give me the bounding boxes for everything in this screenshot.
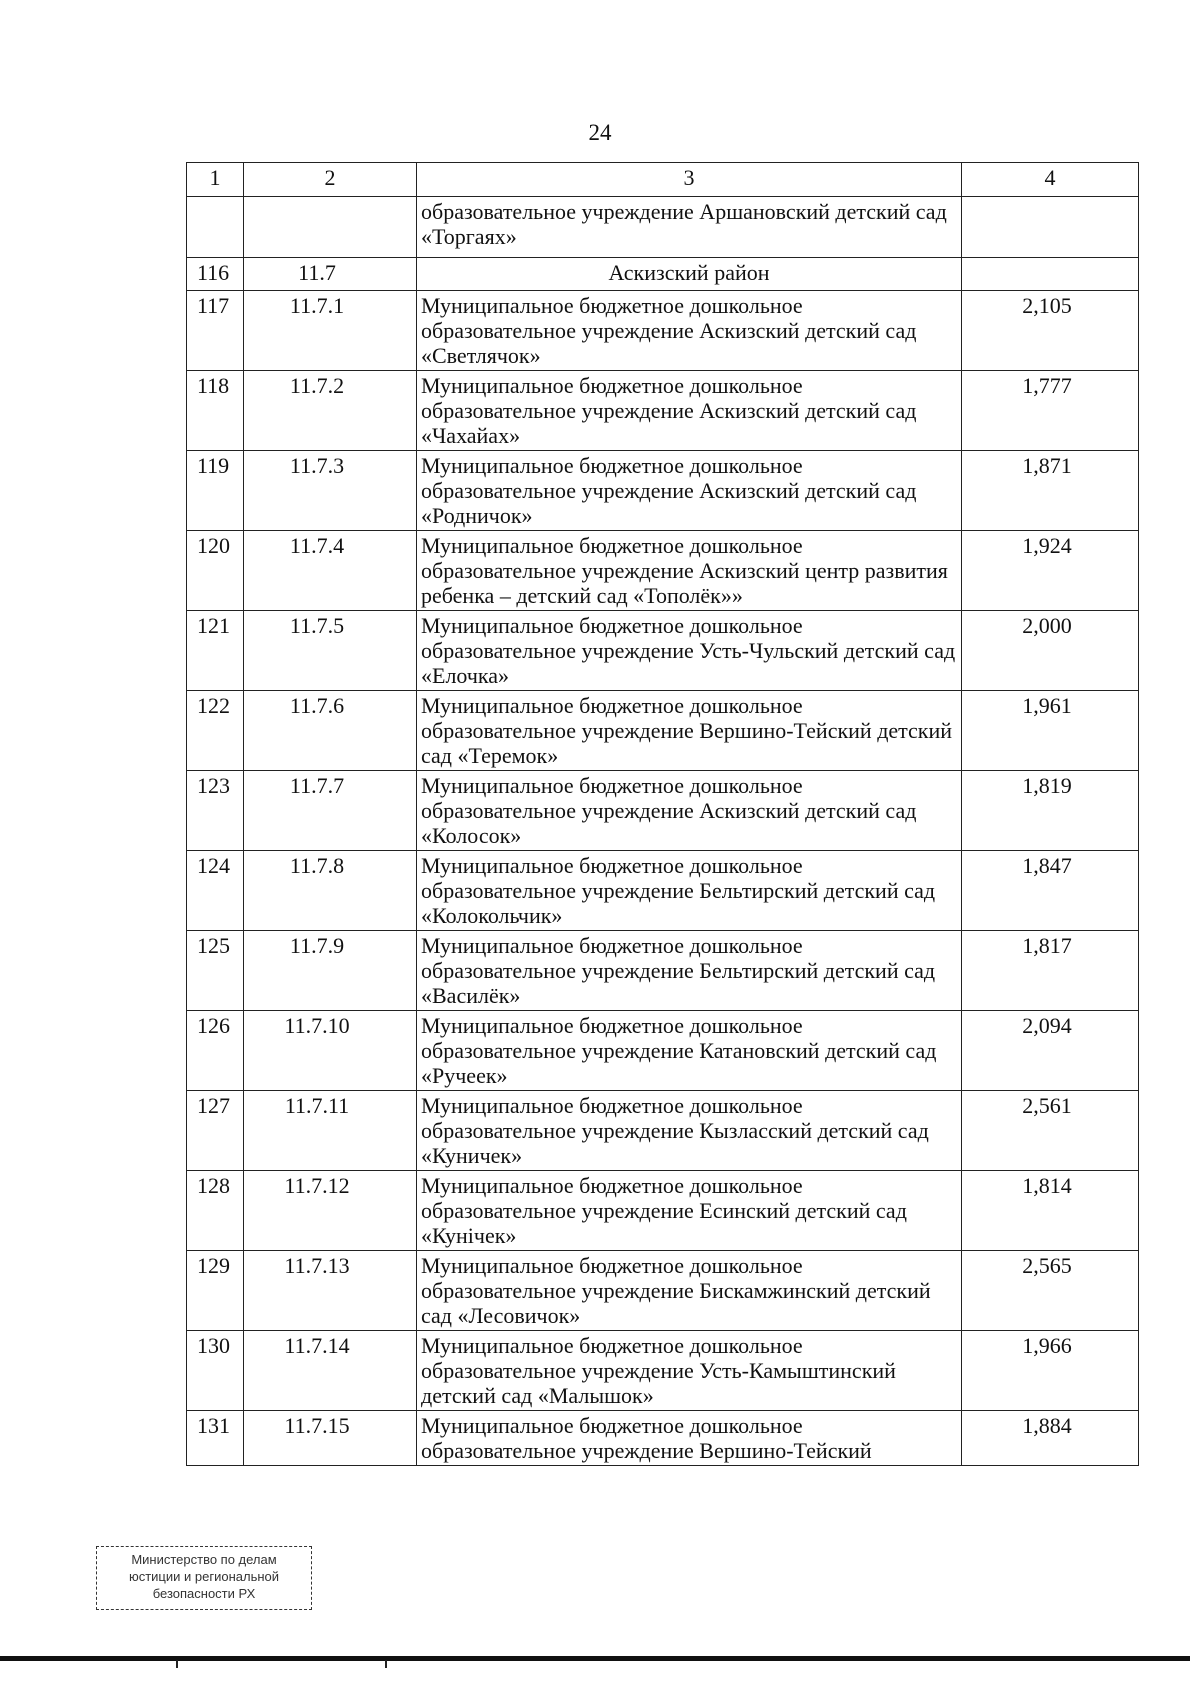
cell-code: 11.7.14 (244, 1331, 417, 1411)
cell-num: 117 (187, 291, 244, 371)
cell-value: 1,924 (962, 531, 1139, 611)
cell-value: 2,561 (962, 1091, 1139, 1171)
cell-num (187, 197, 244, 258)
column-header-3: 3 (417, 163, 962, 197)
cell-code: 11.7.3 (244, 451, 417, 531)
cell-name: Муниципальное бюджетное дошкольное образовательное учреждение Аскизский центр развития ребенка – детский сад «Тополёк»» (417, 531, 962, 611)
cell-name: Муниципальное бюджетное дошкольное образовательное учреждение Усть-Чульский детский сад «Елочка» (417, 611, 962, 691)
table-row (187, 1011, 1139, 1091)
cell-code: 11.7.4 (244, 531, 417, 611)
cell-code: 11.7.7 (244, 771, 417, 851)
cell-num: 120 (187, 531, 244, 611)
registration-stamp (96, 1546, 312, 1610)
cell-code: 11.7.9 (244, 931, 417, 1011)
cell-num: 121 (187, 611, 244, 691)
table-header-row (187, 163, 1139, 197)
cell-value: 1,817 (962, 931, 1139, 1011)
table-row (187, 771, 1139, 851)
cell-code: 11.7.12 (244, 1171, 417, 1251)
cell-code (244, 197, 417, 258)
cell-num: 124 (187, 851, 244, 931)
cell-name: Муниципальное бюджетное дошкольное образовательное учреждение Кызласский детский сад «Куничек» (417, 1091, 962, 1171)
stamp-line: юстиции и региональной (128, 1569, 280, 1584)
scan-mark (385, 1660, 387, 1668)
table-row (187, 1411, 1139, 1466)
cell-value: 1,814 (962, 1171, 1139, 1251)
cell-value: 2,094 (962, 1011, 1139, 1091)
cell-name: Муниципальное бюджетное дошкольное образовательное учреждение Бельтирский детский сад «Василёк» (417, 931, 962, 1011)
cell-num: 123 (187, 771, 244, 851)
cell-num: 118 (187, 371, 244, 451)
table-row (187, 451, 1139, 531)
cell-num: 116 (187, 258, 244, 291)
table-row (187, 931, 1139, 1011)
bottom-rule (0, 1656, 1190, 1661)
cell-value: 1,961 (962, 691, 1139, 771)
cell-value (962, 258, 1139, 291)
column-header-4: 4 (962, 163, 1139, 197)
table-row (187, 1331, 1139, 1411)
cell-num: 128 (187, 1171, 244, 1251)
table-row (187, 1251, 1139, 1331)
cell-code: 11.7.6 (244, 691, 417, 771)
cell-value: 2,105 (962, 291, 1139, 371)
cell-value: 1,871 (962, 451, 1139, 531)
cell-name: Муниципальное бюджетное дошкольное образовательное учреждение Аскизский детский сад «Чахайах» (417, 371, 962, 451)
cell-num: 119 (187, 451, 244, 531)
cell-name: Муниципальное бюджетное дошкольное образовательное учреждение Аскизский детский сад «Колосок» (417, 771, 962, 851)
district-name: Аскизский район (417, 258, 962, 291)
cell-num: 131 (187, 1411, 244, 1466)
table-row (187, 851, 1139, 931)
column-header-2: 2 (244, 163, 417, 197)
table-row (187, 371, 1139, 451)
cell-name: Муниципальное бюджетное дошкольное образовательное учреждение Вершино-Тейский (417, 1411, 962, 1466)
cell-num: 126 (187, 1011, 244, 1091)
cell-num: 125 (187, 931, 244, 1011)
cell-code: 11.7.11 (244, 1091, 417, 1171)
cell-value: 1,847 (962, 851, 1139, 931)
continuation-row (187, 197, 1139, 258)
cell-name: Муниципальное бюджетное дошкольное образовательное учреждение Усть-Камыштинский детский сад «Малышок» (417, 1331, 962, 1411)
cell-name: Муниципальное бюджетное дошкольное образовательное учреждение Аскизский детский сад «Светлячок» (417, 291, 962, 371)
cell-code: 11.7 (244, 258, 417, 291)
cell-code: 11.7.15 (244, 1411, 417, 1466)
cell-name: Муниципальное бюджетное дошкольное образовательное учреждение Аскизский детский сад «Родничок» (417, 451, 962, 531)
cell-value: 1,777 (962, 371, 1139, 451)
cell-name: Муниципальное бюджетное дошкольное образовательное учреждение Бельтирский детский сад «Колокольчик» (417, 851, 962, 931)
district-row (187, 258, 1139, 291)
cell-code: 11.7.2 (244, 371, 417, 451)
cell-name: Муниципальное бюджетное дошкольное образовательное учреждение Вершино-Тейский детский сад «Теремок» (417, 691, 962, 771)
column-header-1: 1 (187, 163, 244, 197)
cell-num: 122 (187, 691, 244, 771)
page-number: 24 (588, 120, 612, 145)
cell-name: образовательное учреждение Аршановский детский сад «Торгаях» (417, 197, 962, 258)
cell-name: Муниципальное бюджетное дошкольное образовательное учреждение Бискамжинский детский сад «Лесовичок» (417, 1251, 962, 1331)
cell-code: 11.7.5 (244, 611, 417, 691)
cell-name: Муниципальное бюджетное дошкольное образовательное учреждение Катановский детский сад «Ручеек» (417, 1011, 962, 1091)
cell-value: 1,884 (962, 1411, 1139, 1466)
cell-name: Муниципальное бюджетное дошкольное образовательное учреждение Есинский детский сад «Кунiчек» (417, 1171, 962, 1251)
cell-code: 11.7.1 (244, 291, 417, 371)
cell-value: 1,819 (962, 771, 1139, 851)
cell-value (962, 197, 1139, 258)
cell-value: 2,565 (962, 1251, 1139, 1331)
cell-code: 11.7.10 (244, 1011, 417, 1091)
cell-num: 127 (187, 1091, 244, 1171)
data-table (186, 162, 1139, 1466)
table-row (187, 691, 1139, 771)
stamp-line: Министерство по делам (131, 1552, 277, 1567)
cell-value: 1,966 (962, 1331, 1139, 1411)
table-row (187, 1171, 1139, 1251)
table-row (187, 291, 1139, 371)
stamp-line: безопасности РХ (152, 1586, 256, 1601)
table-row (187, 531, 1139, 611)
table-row (187, 1091, 1139, 1171)
scan-mark (176, 1660, 178, 1668)
cell-code: 11.7.13 (244, 1251, 417, 1331)
cell-code: 11.7.8 (244, 851, 417, 931)
cell-value: 2,000 (962, 611, 1139, 691)
table-row (187, 611, 1139, 691)
cell-num: 130 (187, 1331, 244, 1411)
cell-num: 129 (187, 1251, 244, 1331)
